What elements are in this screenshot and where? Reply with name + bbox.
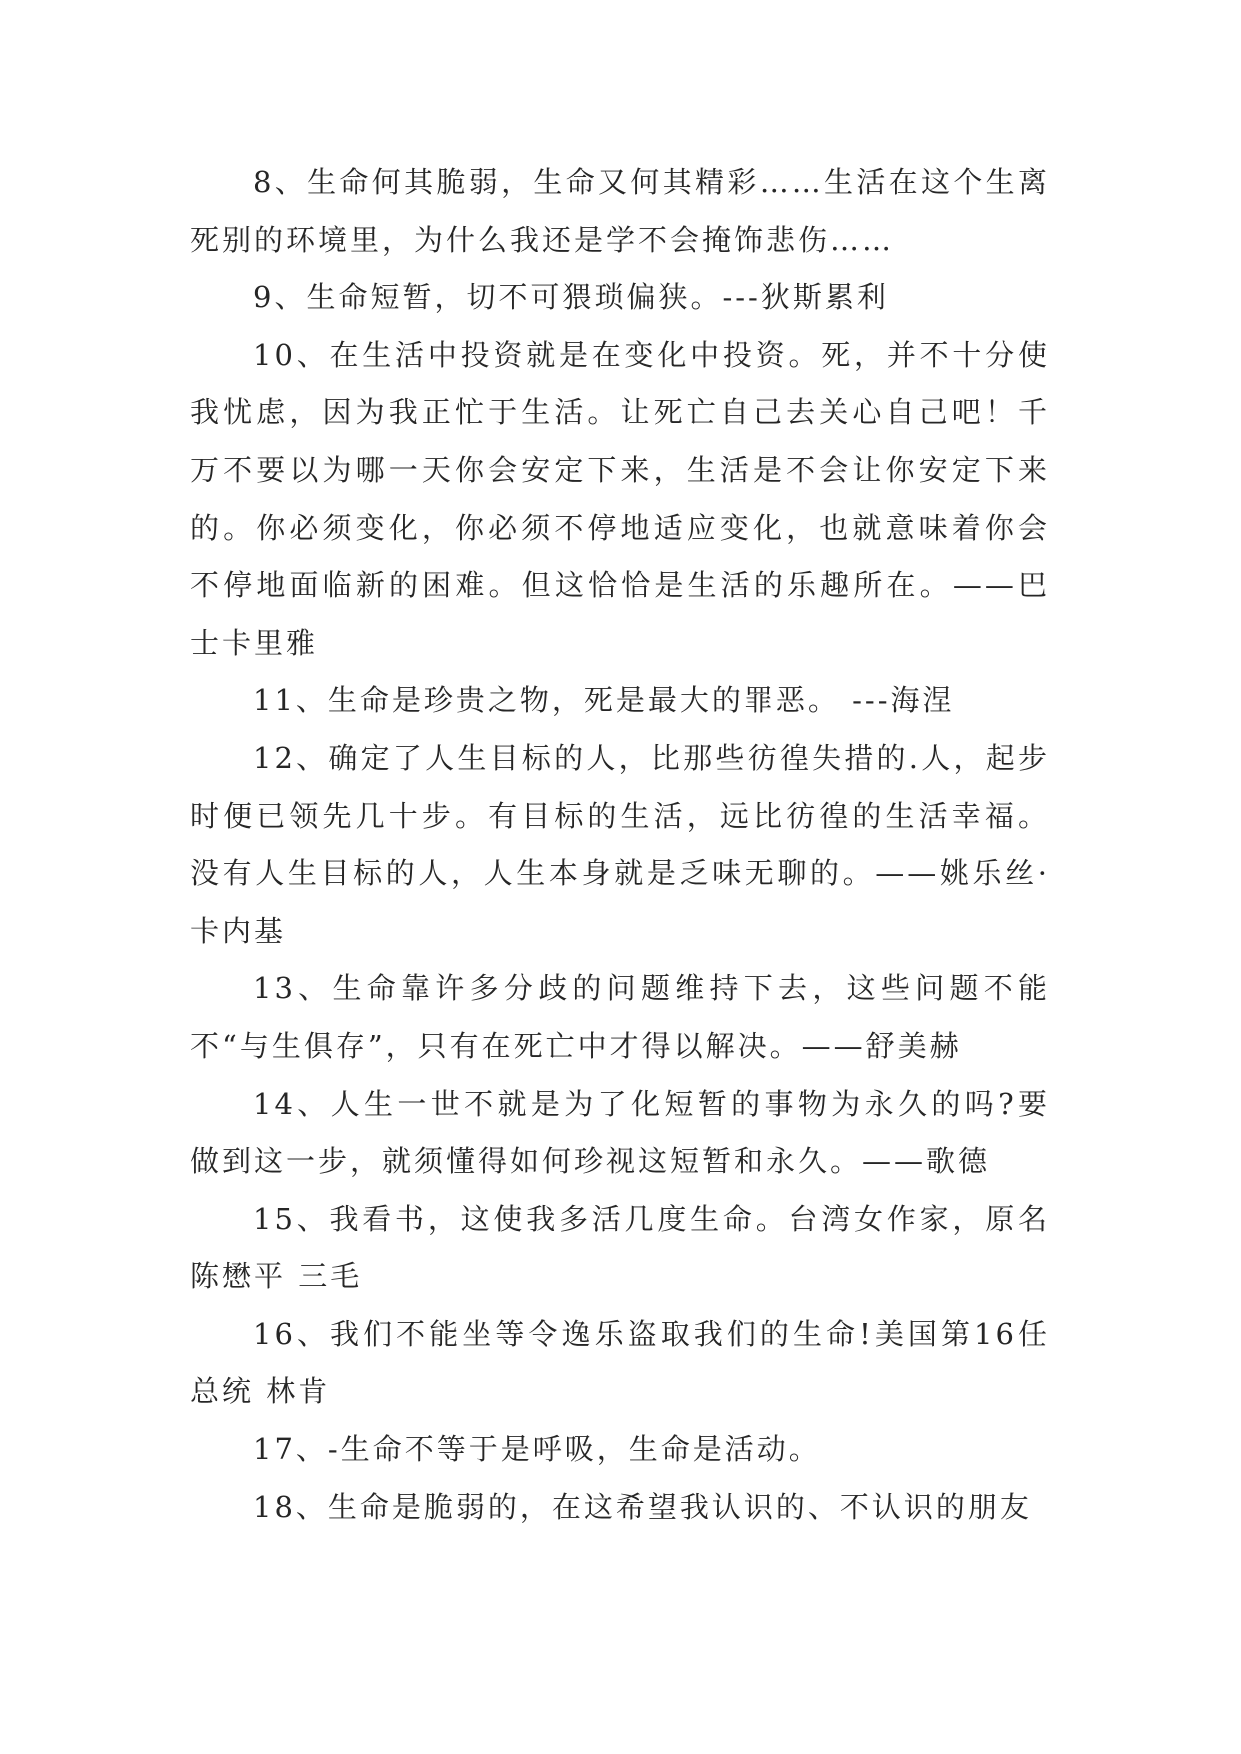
quote-paragraph-11: 11、生命是珍贵之物，死是最大的罪恶。 ---海涅 bbox=[253, 683, 955, 718]
quote-paragraph-10: 10、在生活中投资就是在变化中投资。死，并不十分使我忧虑，因为我正忙于生活。让死亡自己去关心自己吧！千万不要以为哪一天你会安定下来，生活是不会让你安定下来的。你必须变化，你必须不停地适应变化，也就意味着你会不停地面临新的困难。但这恰恰是生活的乐趣所在。——巴士卡里雅 bbox=[190, 337, 1050, 660]
document-body bbox=[190, 154, 1050, 1536]
quote-paragraph-15: 15、我看书，这使我多活几度生命。台湾女作家，原名陈懋平 三毛 bbox=[190, 1201, 1050, 1294]
quote-paragraph-12: 12、确定了人生目标的人，比那些彷徨失措的.人，起步时便已领先几十步。有目标的生活，远比彷徨的生活幸福。没有人生目标的人，人生本身就是乏味无聊的。——姚乐丝·卡内基 bbox=[190, 740, 1050, 948]
quote-paragraph-13: 13、生命靠许多分歧的问题维持下去，这些问题不能不“与生俱存”，只有在死亡中才得以解决。——舒美赫 bbox=[190, 971, 1050, 1063]
quote-paragraph-17: 17、-生命不等于是呼吸，生命是活动。 bbox=[253, 1432, 821, 1467]
quote-paragraph-14: 14、人生一世不就是为了化短暂的事物为永久的吗?要做到这一步，就须懂得如何珍视这短暂和永久。——歌德 bbox=[190, 1086, 1050, 1179]
quote-paragraph-8: 8、生命何其脆弱，生命又何其精彩……生活在这个生离死别的环境里，为什么我还是学不会掩饰悲伤…… bbox=[190, 165, 1050, 257]
quote-paragraph-9: 9、生命短暂，切不可猥琐偏狭。---狄斯累利 bbox=[253, 280, 889, 315]
quote-paragraph-16: 16、我们不能坐等令逸乐盗取我们的生命!美国第16任总统 林肯 bbox=[190, 1316, 1050, 1409]
quote-paragraph-18: 18、生命是脆弱的，在这希望我认识的、不认识的朋友 bbox=[253, 1489, 1032, 1524]
